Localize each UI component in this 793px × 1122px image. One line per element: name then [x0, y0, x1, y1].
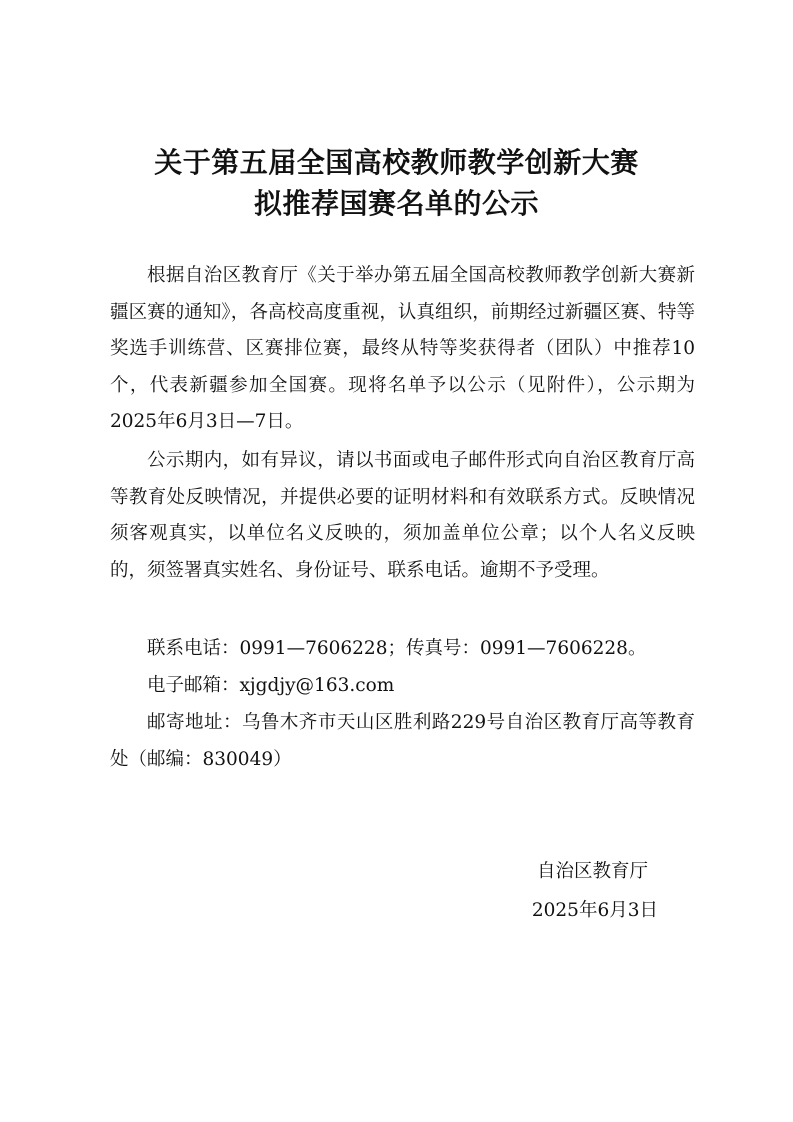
signature-organization: 自治区教育厅: [536, 861, 648, 882]
contact-phone-line: 联系电话：0991—7606228；传真号：0991—7606228。: [147, 638, 647, 659]
body-paragraph-notice: 根据自治区教育厅《关于举办第五届全国高校教师教学创新大赛新疆区赛的通知》，各高校高度重视，认真组织，前期经过新疆区赛、特等奖选手训练营、区赛排位赛，最终从特等奖获得者（团队）中推荐10个，代表新疆参加全国赛。现将名单予以公示（见附件），公示期为2025年6月3日—7日。: [110, 265, 695, 432]
signature-date: 2025年6月3日: [531, 900, 658, 921]
document-title-line1: 关于第五届全国高校教师教学创新大赛: [154, 146, 639, 179]
document-title-line2: 拟推荐国赛名单的公示: [253, 187, 539, 220]
contact-address-line: 邮寄地址：乌鲁木齐市天山区胜利路229号自治区教育厅高等教育处（邮编：830049）: [110, 712, 695, 770]
body-paragraph-objection: 公示期内，如有异议，请以书面或电子邮件形式向自治区教育厅高等教育处反映情况，并提供必要的证明材料和有效联系方式。反映情况须客观真实，以单位名义反映的，须加盖单位公章；以个人名义反映的，须签署真实姓名、身份证号、联系电话。逾期不予受理。: [110, 450, 695, 581]
contact-email-line: 电子邮箱：xjgdjy@163.com: [147, 675, 395, 696]
